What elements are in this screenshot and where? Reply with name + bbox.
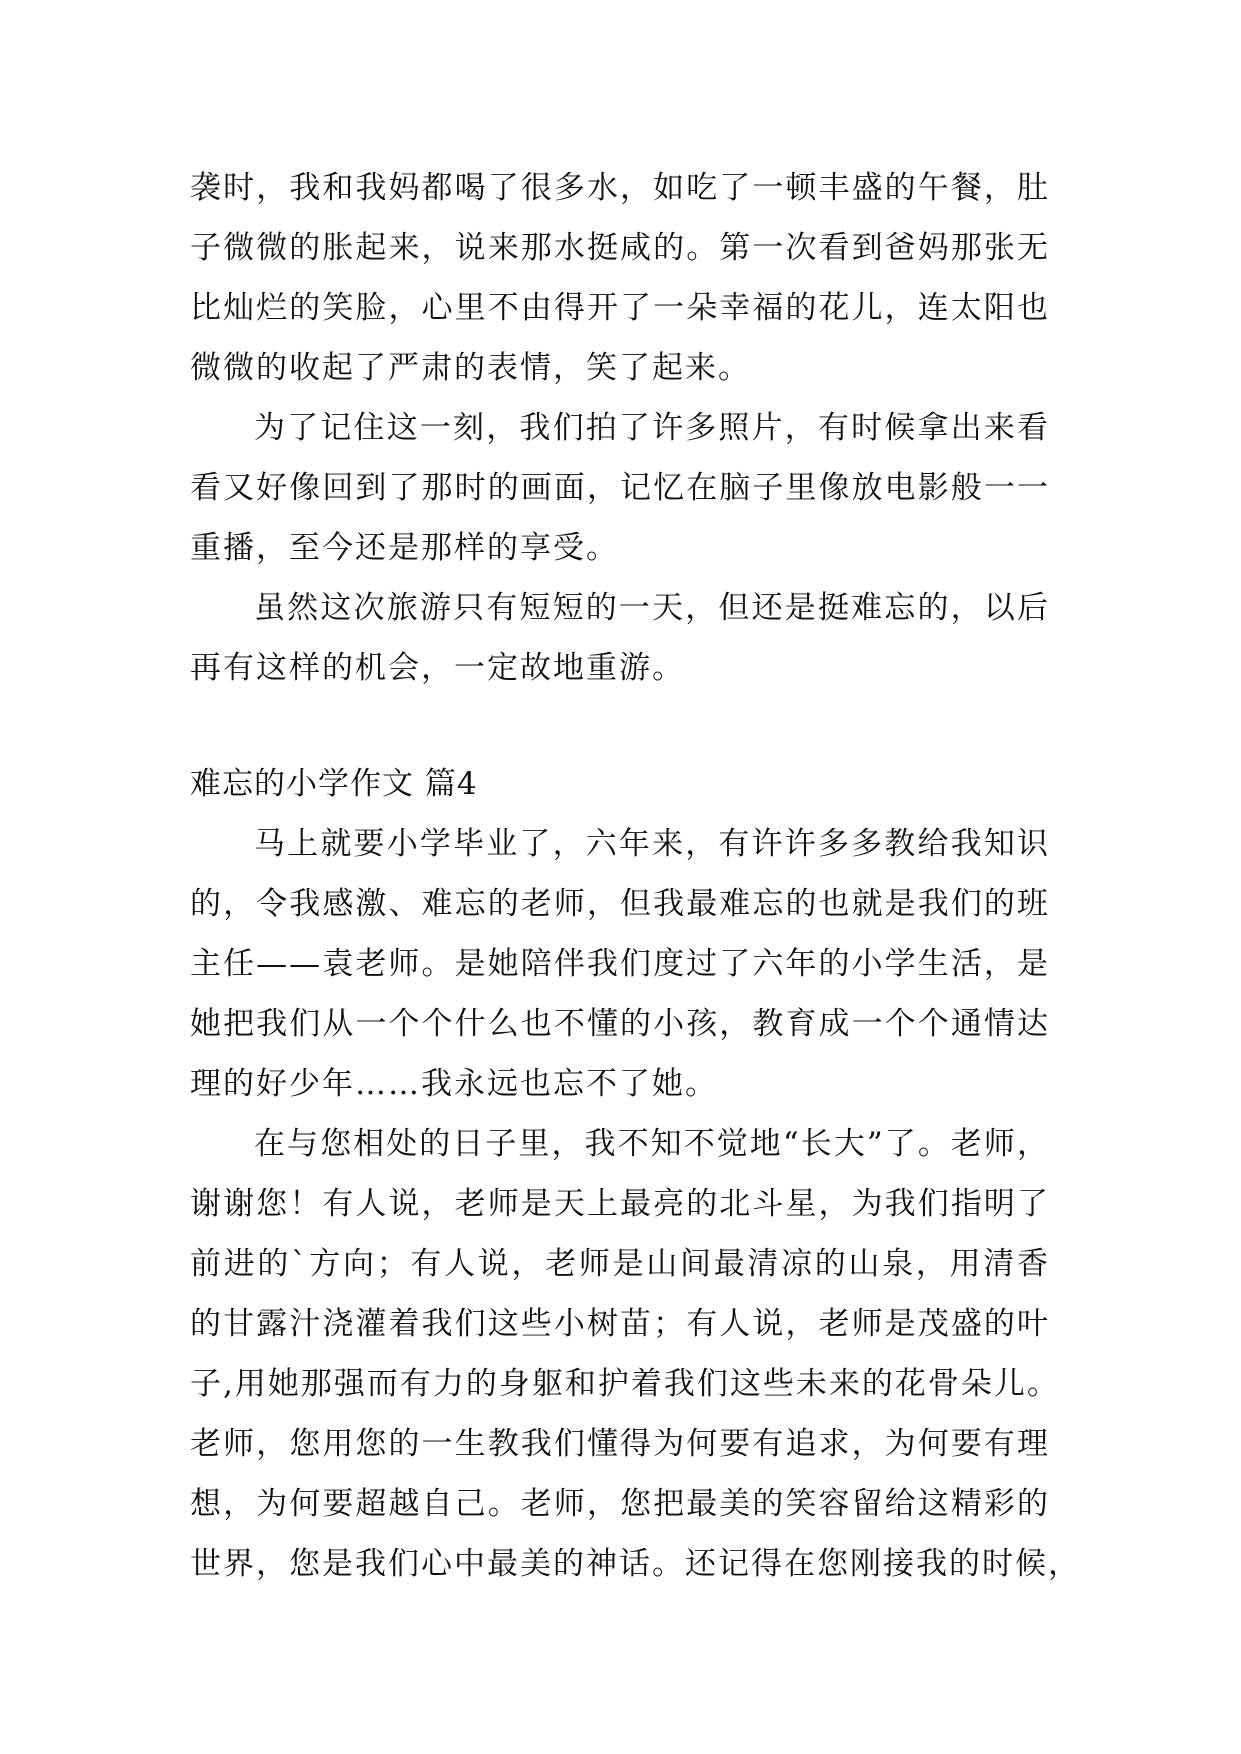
text-line: 想，为何要超越自己。老师，您把最美的笑容留给这精彩的 (190, 1486, 1050, 1522)
text-line: 她把我们从一个个什么也不懂的小孩，教育成一个个通情达 (190, 1006, 1050, 1042)
text-line: 谢谢您！有人说，老师是天上最亮的北斗星，为我们指明了 (190, 1186, 1050, 1222)
section-heading: 难忘的小学作文 篇4 (190, 766, 478, 802)
paragraph (190, 158, 1050, 398)
text-line: 袭时，我和我妈都喝了很多水，如吃了一顿丰盛的午餐，肚 (190, 170, 1050, 206)
text-line: 重播，至今还是那样的享受。 (190, 530, 619, 566)
text-line: 子,用她那强而有力的身躯和护着我们这些未来的花骨朵儿。 (190, 1366, 1060, 1402)
text-line: 看又好像回到了那时的画面，记忆在脑子里像放电影般一一 (190, 470, 1050, 506)
document-body (190, 158, 1081, 1594)
text-line: 微微的收起了严肃的表情，笑了起来。 (190, 350, 751, 386)
text-line: 前进的`方向；有人说，老师是山间最清凉的山泉，用清香 (190, 1246, 1050, 1282)
text-line: 的，令我感激、难忘的老师，但我最难忘的也就是我们的班 (190, 886, 1050, 922)
text-line: 理的好少年……我永远也忘不了她。 (190, 1066, 718, 1102)
paragraph (190, 578, 1050, 698)
paragraph (190, 1114, 1081, 1594)
text-line: 在与您相处的日子里，我不知不觉地“长大”了。老师， (254, 1126, 1050, 1162)
text-line: 为了记住这一刻，我们拍了许多照片，有时候拿出来看 (254, 410, 1050, 446)
text-line: 子微微的胀起来，说来那水挺咸的。第一次看到爸妈那张无 (190, 230, 1050, 266)
text-line: 比灿烂的笑脸，心里不由得开了一朵幸福的花儿，连太阳也 (190, 290, 1050, 326)
paragraph (190, 814, 1050, 1114)
text-line: 主任——袁老师。是她陪伴我们度过了六年的小学生活，是 (190, 946, 1050, 982)
text-line: 再有这样的机会，一定故地重游。 (190, 650, 685, 686)
section-gap (190, 698, 1050, 754)
text-line: 老师，您用您的一生教我们懂得为何要有追求，为何要有理 (190, 1426, 1050, 1462)
paragraph (190, 398, 1050, 578)
text-line: 虽然这次旅游只有短短的一天，但还是挺难忘的，以后 (254, 590, 1050, 626)
text-line: 的甘露汁浇灌着我们这些小树苗；有人说，老师是茂盛的叶 (190, 1306, 1050, 1342)
text-line: 世界，您是我们心中最美的神话。还记得在您刚接我的时候， (190, 1546, 1081, 1582)
text-line: 马上就要小学毕业了，六年来，有许许多多教给我知识 (254, 826, 1050, 862)
